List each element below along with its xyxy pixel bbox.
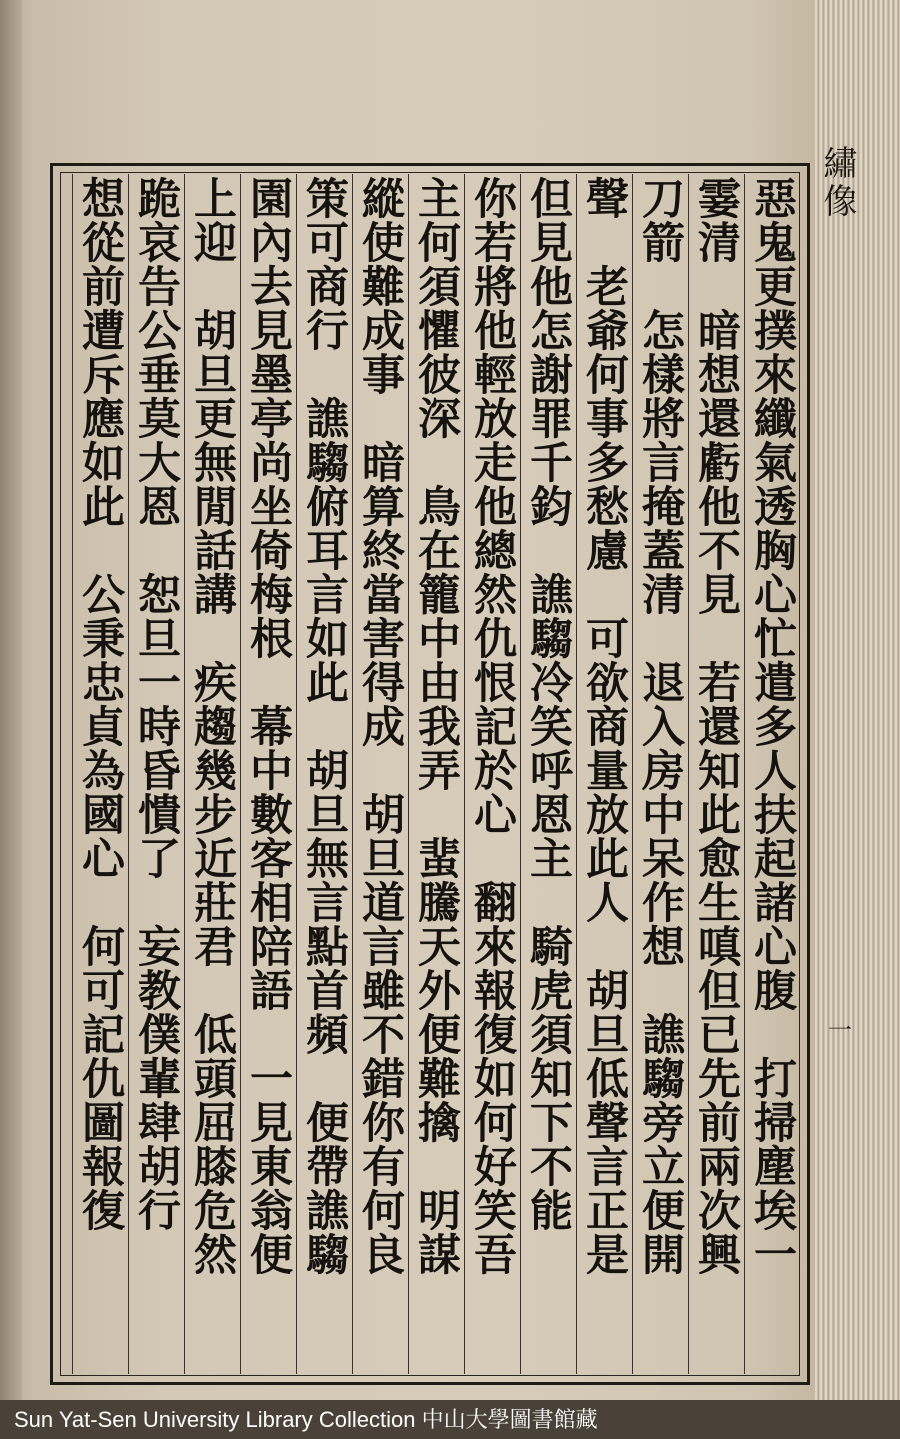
text-column: 想從前遭斥應如此 公秉忠貞為國心 何可記仇圖報復 — [75, 176, 125, 1232]
text-column: 策可商行 譙騶俯耳言如此 胡旦無言點首頻 便帶譙騶 — [299, 176, 349, 1276]
collection-caption: Sun Yat-Sen University Library Collection 中山大學圖書館藏 — [0, 1400, 900, 1439]
text-column: 上迎 胡旦更無閒話講 疾趨幾步近莊君 低頭屈膝危然 — [187, 176, 237, 1276]
text-column: 聲 老爺何事多愁慮 可欲商量放此人 胡旦低聲言正是 — [579, 176, 629, 1276]
margin-title: 繡像 — [817, 145, 857, 221]
margin-mark: 一 — [828, 1016, 852, 1044]
text-column: 你若將他輕放走他總然仇恨記於心 翻來報復如何好笑吾 — [467, 176, 517, 1276]
text-column: 主何須懼彼深 鳥在籠中由我弄 蜚騰天外便難擒 明謀 — [411, 176, 461, 1276]
text-column: 園內去見墨亭尚坐倚梅根 幕中數客相陪語 一見東翁便 — [243, 176, 293, 1276]
text-column: 刀箭 怎樣將言掩蓋清 退入房中呆作想 譙騶旁立便開 — [635, 176, 685, 1276]
text-column: 霎清 暗想還虧他不見 若還知此愈生嗔但已先前兩次興 — [691, 176, 741, 1276]
text-column: 縱使難成事 暗算終當害得成 胡旦道言雖不錯你有何良 — [355, 176, 405, 1276]
text-column: 惡鬼更撲來纖氣透胸心忙遣多人扶起諸心腹 打掃塵埃一 — [747, 176, 797, 1276]
text-column: 但見他怎謝罪千鈞 譙騶冷笑呼恩主 騎虎須知下不能 — [523, 176, 573, 1232]
text-column: 跪哀告公垂莫大恩 恕旦一時昏憒了 妄教僕輩肆胡行 — [131, 176, 181, 1232]
gutter-shadow — [0, 0, 22, 1400]
